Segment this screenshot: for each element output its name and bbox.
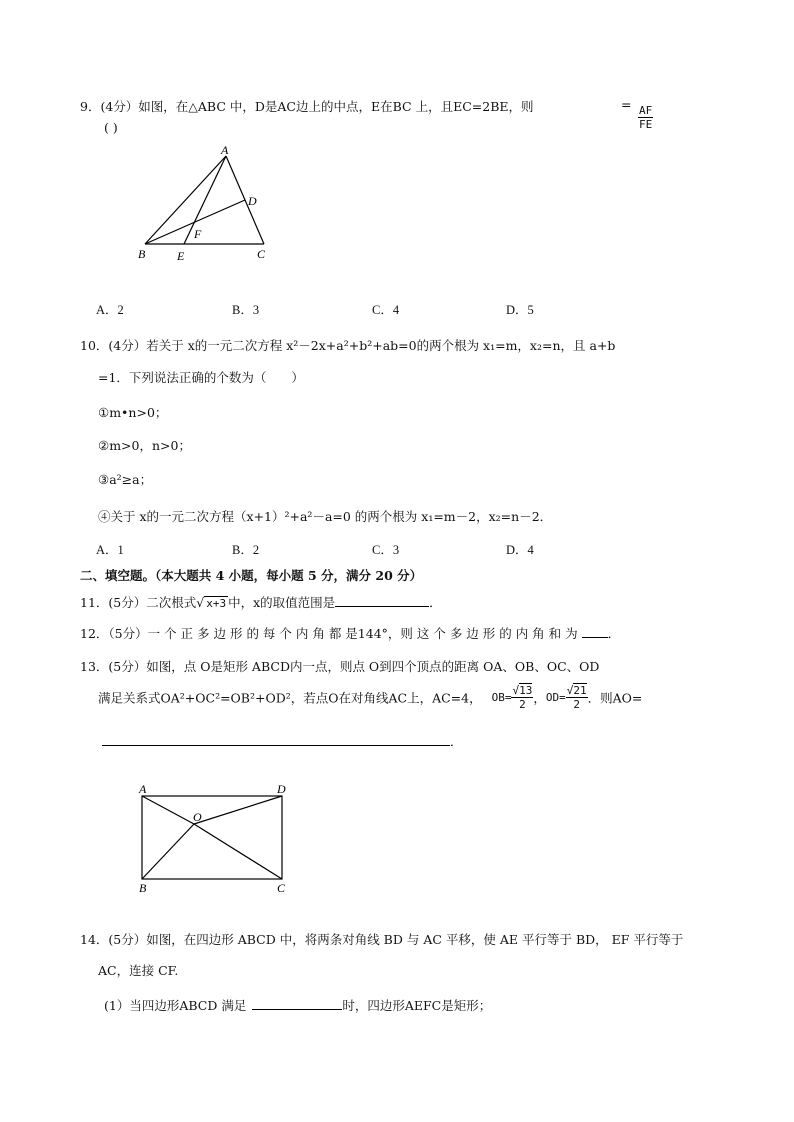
q9-label-a: A (221, 143, 229, 157)
q13-segment-oa (142, 796, 194, 824)
q13-label-d: D (277, 782, 286, 796)
q9-option-d: D．5 (506, 303, 534, 317)
q13-label-o: O (193, 810, 202, 824)
q9-segment-ae (184, 156, 226, 244)
q13-answer-row (102, 732, 463, 750)
q11-radicand: x+3 (206, 597, 227, 610)
q10-item-1: ①m•n>0； (98, 405, 168, 420)
q13-rectangle-figure (132, 782, 302, 897)
q13-ob-label: OB= (491, 691, 512, 704)
q13-end: ． (450, 734, 463, 749)
q13-od-radicand: 21 (573, 684, 587, 697)
q9-stem: 9．(4分）如图，在△ABC 中，D是AC边上的中点，E在BC 上，且EC=2BE，则 (80, 99, 534, 114)
q9-side-ab (145, 156, 226, 244)
q13-segment-od (194, 796, 282, 824)
q10-option-b: B．2 (232, 543, 260, 557)
q11-radical: √ x+3 (196, 595, 227, 610)
q14-sub1 (104, 996, 491, 1014)
q13-label-b: B (139, 881, 147, 895)
q9-fraction (638, 104, 653, 131)
q9-answer-paren: ( ) (104, 120, 118, 135)
q9-label-d: D (248, 194, 257, 208)
q9-option-c: C．4 (372, 303, 400, 317)
q14-sub1-post: 时，四边形AEFC是矩形； (342, 998, 492, 1013)
q13-od-den: 2 (573, 698, 580, 711)
q11-pre: 11．(5分）二次根式 (80, 595, 197, 610)
q13-segment-ob (142, 824, 194, 879)
q9-equals: = (621, 97, 632, 112)
q10-option-d: D．4 (506, 543, 534, 557)
q9-label-b: B (138, 247, 146, 261)
q14-line2: AC，连接 CF. (98, 963, 179, 978)
q9-label-f: F (194, 227, 202, 241)
q13-line2: 满足关系式OA²+OC²=OB²+OD²，若点O在对角线AC上，AC=4， OB= $\frac{√13}{2}$ ，OD= $\frac{√21}{2}$ ．则AO= (98, 684, 643, 711)
q10-option-c: C．3 (372, 543, 400, 557)
q9-frac-den: FE (639, 118, 653, 131)
q13-ob-fraction: $\frac{√13}{2}$ (512, 684, 533, 711)
q11-post: 中，x的取值范围是 (228, 595, 336, 610)
q14-line1: 14．(5分）如图，在四边形 ABCD 中，将两条对角线 BD 与 AC 平移，使 AE 平行等于 BD， EF 平行等于 (80, 932, 684, 947)
q9-triangle-figure (130, 142, 280, 267)
q12-answer-blank[interactable] (582, 637, 608, 638)
q13-ob-den: 2 (519, 698, 526, 711)
q13-line2-pre: 满足关系式OA²+OC²=OB²+OD²，若点O在对角线AC上，AC=4， (98, 690, 482, 706)
q9-option-a: A．2 (96, 303, 124, 317)
q12-text: 12．（5分）一 个 正 多 边 形 的 每 个 内 角 都 是144°，则 这 个 多 边 形 的 内 角 和 为 (80, 626, 578, 641)
q12-end: ． (607, 626, 621, 641)
q13-label-c: C (277, 881, 286, 895)
q9-label-c: C (257, 247, 266, 261)
q10-item-3: ③a²≥a； (98, 472, 153, 487)
q11-line (80, 593, 442, 611)
q9-label-e: E (177, 249, 185, 263)
q10-item-2: ②m>0，n>0； (98, 438, 191, 453)
q14-sub1-answer-blank[interactable] (252, 1009, 342, 1010)
q10-line2: =1．下列说法正确的个数为（ ） (98, 370, 304, 385)
q13-answer-blank[interactable] (102, 745, 450, 746)
q13-od-fraction: $\frac{√21}{2}$ (566, 684, 587, 711)
q12-line (80, 624, 620, 642)
q14-sub1-pre: (1）当四边形ABCD 满足 (104, 998, 247, 1013)
q9-frac-num: AF (639, 104, 653, 117)
q11-answer-blank[interactable] (335, 606, 429, 607)
q11-end: ． (429, 595, 442, 610)
q13-label-a: A (139, 782, 147, 796)
section-heading-fill-blank: 二、填空题。（本大题共 4 小题，每小题 5 分，满分 20 分） (80, 568, 423, 583)
q10-item-4: ④关于 x的一元二次方程（x+1）²+a²－a=0 的两个根为 x₁=m－2，x₂=n－2． (98, 509, 553, 524)
q13-line1: 13．(5分）如图，点 O是矩形 ABCD内一点，则点 O到四个顶点的距离 OA、OB、OC、OD (80, 659, 600, 674)
q10-option-a: A．1 (96, 543, 124, 557)
q13-segment-oc (194, 824, 282, 879)
q10-line1: 10．(4分）若关于 x的一元二次方程 x²－2x+a²+b²+ab=0的两个根为 x₁=m，x₂=n，且 a+b (80, 338, 616, 353)
q13-ob-radicand: 13 (519, 684, 533, 697)
q13-then: ．则AO= (587, 690, 643, 706)
q13-od-label: OD= (545, 691, 566, 704)
q9-option-b: B．3 (232, 303, 260, 317)
